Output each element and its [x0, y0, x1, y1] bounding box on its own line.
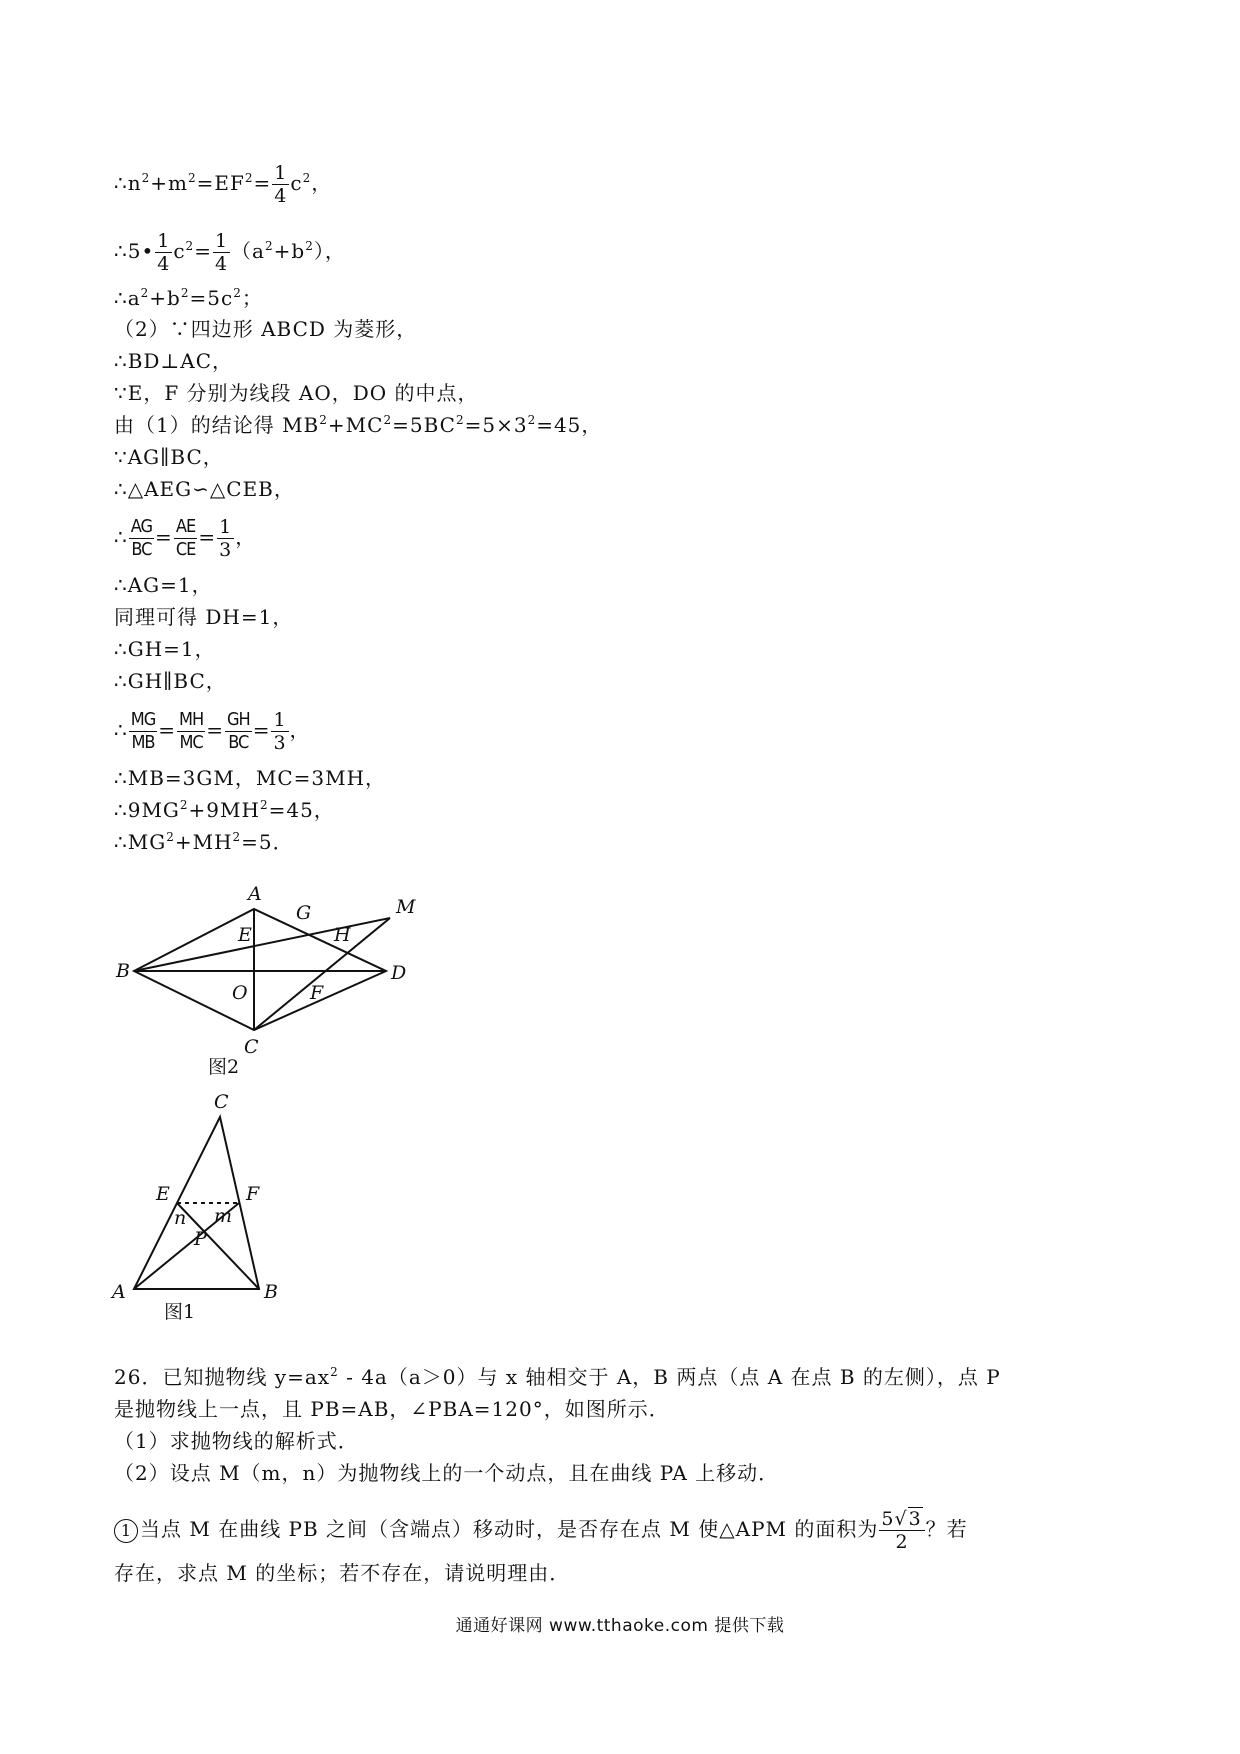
figure-2-rhombus-diagram — [110, 875, 430, 1075]
label-p: P — [194, 1228, 207, 1250]
fraction: $\frac{GH}{BC}$ — [226, 709, 250, 753]
label-d: D — [391, 962, 407, 984]
label-c: C — [244, 1036, 259, 1058]
fraction: $\frac{MG}{MB}$ — [130, 709, 156, 753]
figure-1-caption: 图1 — [164, 1301, 196, 1323]
solution-line-15: ∴ $\frac{MG}{MB}$ = $\frac{MH}{MC}$ = $\frac{GH}{BC}$ = $\frac{1}{3}$ ， — [114, 709, 311, 754]
fraction: $\frac{AG}{BC}$ — [130, 516, 153, 560]
fraction: $\frac{1}{3}$ — [273, 709, 287, 754]
solution-line-14: ∴GH∥BC， — [114, 669, 227, 693]
problem-26-line-2: 是抛物线上一点，且 PB=AB，∠PBA=120°，如图所示． — [114, 1397, 670, 1421]
label-n: n — [174, 1207, 187, 1229]
label-h: H — [334, 924, 351, 946]
label-m: M — [396, 896, 416, 918]
label-e: E — [238, 924, 252, 946]
fraction: $\frac{1}{4}$ — [214, 230, 229, 275]
label-o: O — [232, 982, 248, 1004]
page-footer: 通通好课网 www.tthaoke.com 提供下载 — [455, 1616, 785, 1636]
fraction: $\frac{AE}{CE}$ — [175, 516, 196, 560]
solution-line-17: $\therefore 9MG^2+9MH^2=45$， — [114, 798, 335, 822]
solution-line-13: ∴GH=1， — [114, 637, 216, 661]
label-a: A — [248, 883, 262, 905]
label-a: A — [112, 1281, 126, 1303]
problem-26-subpart-1: 1 当点 M 在曲线 PB 之间（含端点）移动时，是否存在点 M 使△APM 的面积为 $\frac{5√3}{2}$ ？若 — [114, 1508, 968, 1553]
problem-26-part-2: （2）设点 M（m，n）为抛物线上的一个动点，且在曲线 PA 上移动． — [114, 1461, 780, 1485]
problem-26-line-6: 存在，求点 M 的坐标；若不存在，请说明理由． — [114, 1561, 571, 1585]
label-c: C — [214, 1091, 229, 1113]
line-cm — [254, 918, 390, 1030]
fraction: $\frac{1}{3}$ — [219, 516, 233, 561]
label-b: B — [264, 1281, 278, 1303]
figure-2-caption: 图2 — [208, 1056, 240, 1075]
solution-line-9: ∴△AEG∽△CEB， — [114, 477, 295, 501]
label-f: F — [310, 982, 324, 1004]
fraction-area: $\frac{5√3}{2}$ — [879, 1508, 924, 1553]
label-g: G — [296, 902, 312, 924]
fraction: $\frac{1}{4}$ — [274, 162, 288, 207]
solution-line-18: $\therefore MG^2+MH^2=5$． — [114, 830, 294, 854]
solution-line-2: ∴5• $\frac{1}{4}$ $c^2=$ $\frac{1}{4}$ $(a^2+b^2)$， — [114, 230, 346, 275]
solution-line-6: ∵E，F 分别为线段 AO，DO 的中点， — [114, 381, 479, 405]
solution-line-8: ∵AG∥BC， — [114, 445, 224, 469]
label-m: m — [214, 1205, 233, 1227]
solution-line-7: 由（1）的结论得 $MB^2+MC^2=5BC^2=5\times 3^2=45$， — [114, 413, 603, 437]
solution-line-5: ∴BD⊥AC， — [114, 349, 234, 373]
fraction: $\frac{1}{4}$ — [157, 230, 171, 275]
label-b: B — [116, 960, 130, 982]
solution-line-11: ∴AG=1， — [114, 573, 213, 597]
circled-number: 1 — [114, 1519, 138, 1543]
label-e: E — [156, 1183, 170, 1205]
solution-line-12: 同理可得 DH=1， — [114, 605, 294, 629]
solution-line-3: $\therefore a^2+b^2=5c^2$； — [114, 286, 263, 310]
solution-line-10: ∴ $\frac{AG}{BC}$ = $\frac{AE}{CE}$ = $\frac{1}{3}$ ， — [114, 516, 257, 561]
label-f: F — [246, 1183, 260, 1205]
figure-1-triangle-diagram — [110, 1090, 310, 1330]
problem-26-line-1: 26．已知抛物线 $y=ax^2 - 4a(a>0)$与 x 轴相交于 A，B 两点（点 A 在点 B 的左侧），点 P — [114, 1365, 1001, 1389]
solution-line-4: （2）∵四边形 ABCD 为菱形， — [114, 317, 418, 341]
problem-26-part-1: （1）求抛物线的解析式． — [114, 1429, 359, 1453]
line-bm — [134, 918, 390, 971]
solution-line-16: ∴MB=3GM，MC=3MH， — [114, 766, 387, 790]
solution-line-1: $\therefore n^2+m^2=EF^2=$ $\frac{1}{4}$ $c^2$， — [114, 162, 333, 207]
fraction: $\frac{MH}{MC}$ — [179, 709, 204, 753]
